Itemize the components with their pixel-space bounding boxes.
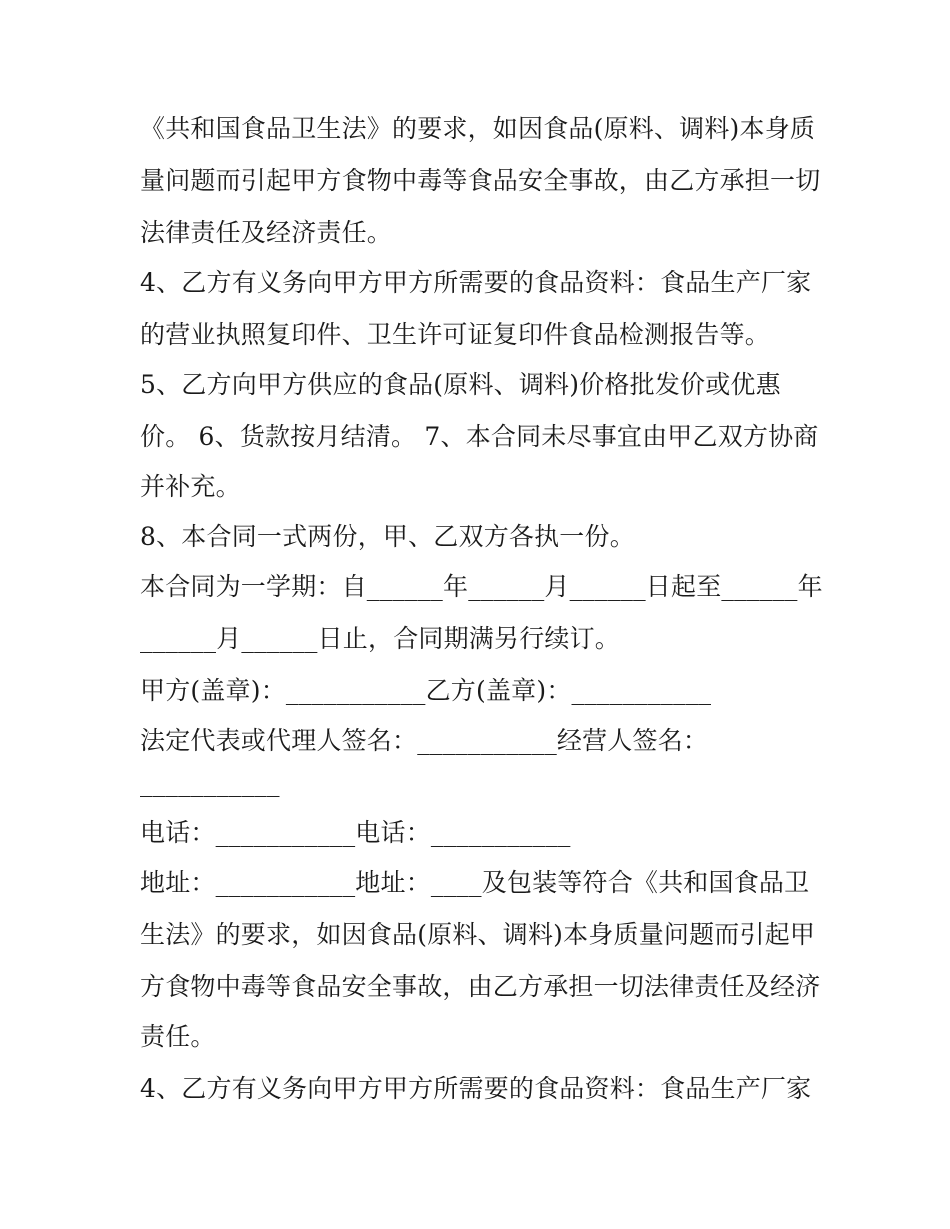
text-line: ___________ [140,768,280,797]
text-line: 生法》的要求，如因食品(原料、调料)本身质量问题而引起甲 [140,920,816,949]
text-line: 甲方(盖章)：___________乙方(盖章)：___________ [140,676,712,705]
text-line: 地址：___________地址：____及包装等符合《共和国食品卫 [140,868,810,897]
text-line: 5、乙方向甲方供应的食品(原料、调料)价格批发价或优惠 [140,370,781,399]
text-line: 并补充。 [140,472,241,501]
text-line: 量问题而引起甲方食物中毒等食品安全事故，由乙方承担一切 [140,166,821,195]
text-line: 价。 6、货款按月结清。 7、本合同未尽事宜由甲乙双方协商 [140,422,819,451]
text-line: 责任。 [140,1022,216,1051]
text-line: 方食物中毒等食品安全事故，由乙方承担一切法律责任及经济 [140,972,821,1001]
text-line: 4、乙方有义务向甲方甲方所需要的食品资料：食品生产厂家 [140,268,812,297]
text-line: 法律责任及经济责任。 [140,218,393,247]
text-line: 本合同为一学期：自______年______月______日起至______年 [140,572,823,601]
text-line: 法定代表或代理人签名：___________经营人签名： [140,726,709,755]
text-line: 8、本合同一式两份，甲、乙双方各执一份。 [140,522,635,551]
text-line: 《共和国食品卫生法》的要求，如因食品(原料、调料)本身质 [140,114,816,143]
text-line: 电话：___________电话：___________ [140,818,571,847]
text-line: 4、乙方有义务向甲方甲方所需要的食品资料：食品生产厂家 [140,1074,812,1103]
text-line: 的营业执照复印件、卫生许可证复印件食品检测报告等。 [140,320,771,349]
text-line: ______月______日止，合同期满另行续订。 [140,624,621,653]
